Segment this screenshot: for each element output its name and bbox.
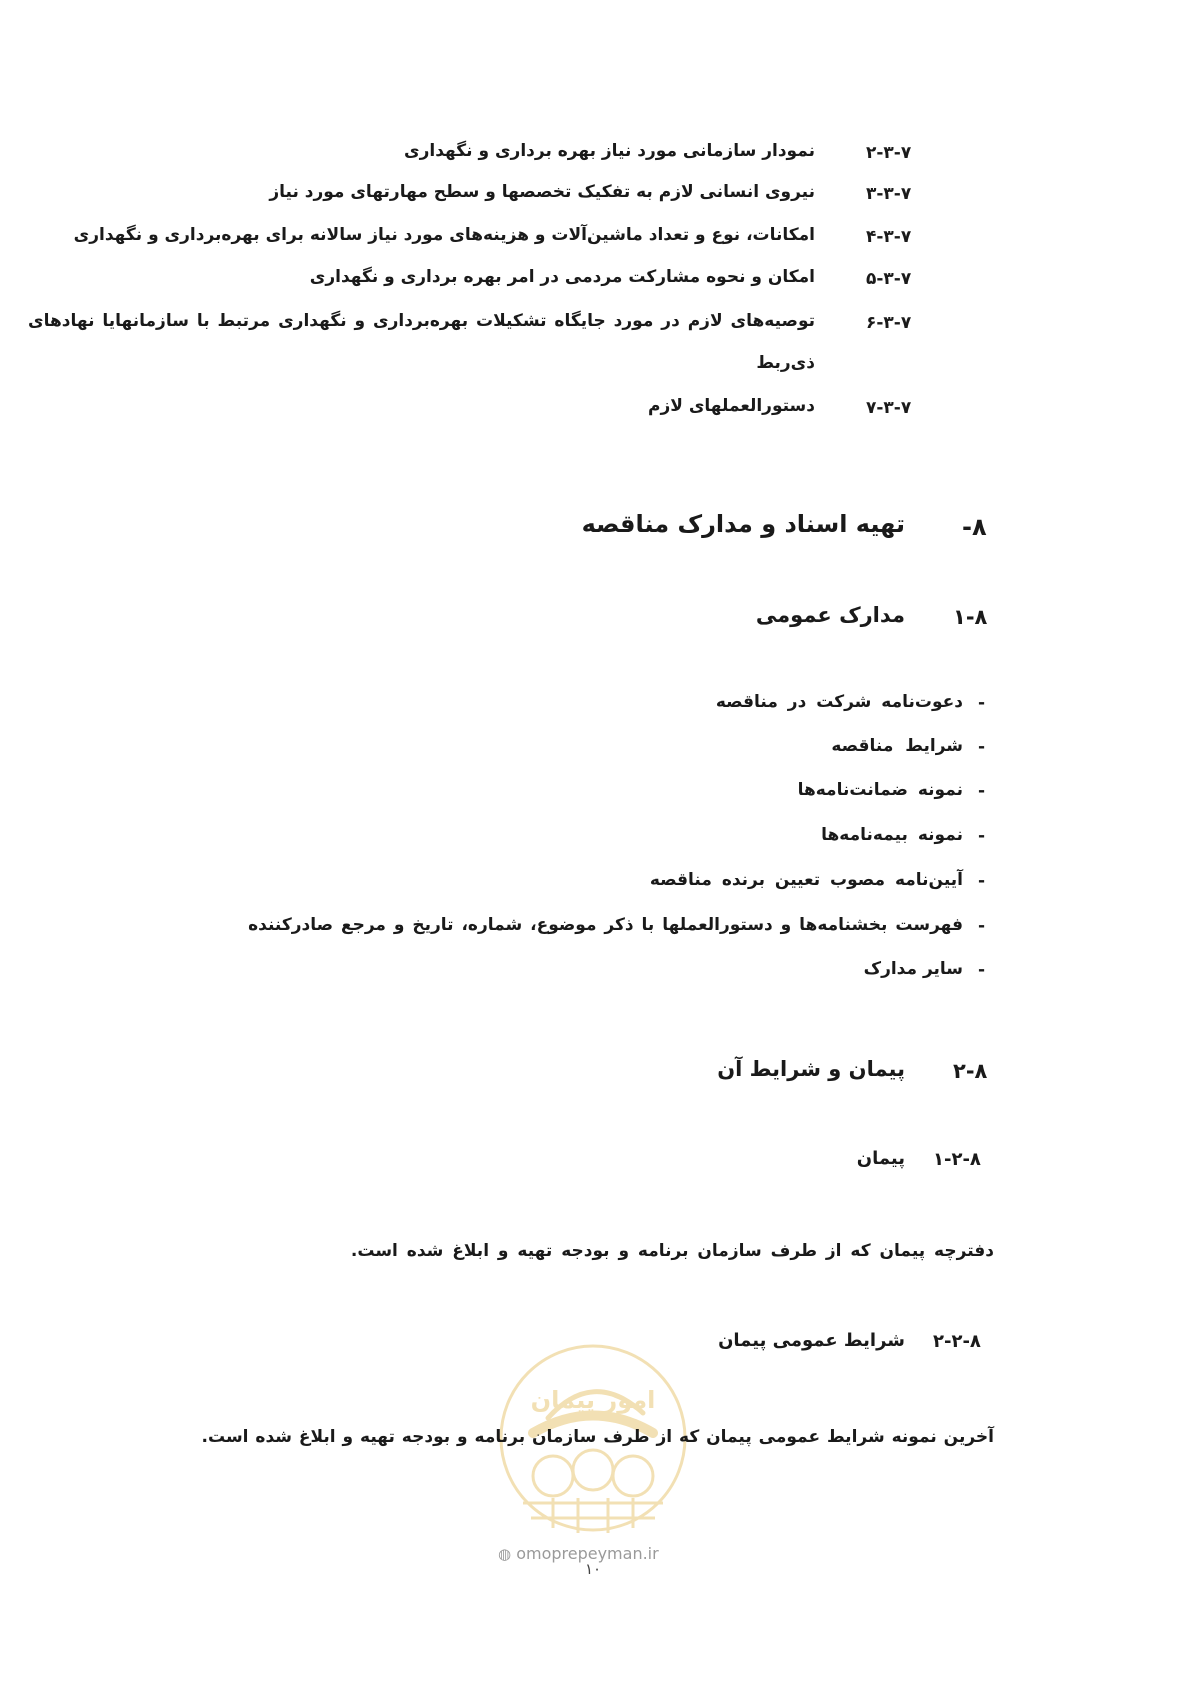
- bullet-dash: -: [978, 916, 986, 936]
- page-number: ۱۰: [585, 1560, 602, 1578]
- watermark-url: [498, 1544, 659, 1563]
- bullet-item: سایر مدارک: [863, 959, 963, 979]
- bullet-dash: -: [978, 781, 986, 801]
- toc-item-number: ۷-۳-۷: [866, 398, 912, 418]
- toc-item-number: ۳-۳-۷: [866, 184, 912, 204]
- toc-item-text: نمودار سازمانی مورد نیاز بهره برداری و نگهداری: [404, 141, 815, 161]
- watermark-logo-text: امور پیمان: [530, 1386, 656, 1414]
- bullet-dash: -: [978, 826, 986, 846]
- subsubsection-number: ۱-۲-۸: [933, 1149, 981, 1170]
- bullet-item: دعوت‌نامه شرکت در مناقصه: [715, 692, 963, 712]
- bullet-dash: -: [978, 960, 986, 980]
- bullet-dash: -: [978, 737, 986, 757]
- toc-item-number: ۴-۳-۷: [866, 227, 912, 247]
- subsection-title: مدارک عمومی: [755, 603, 905, 627]
- paragraph: دفترچه پیمان که از طرف سازمان برنامه و بودجه تهیه و ابلاغ شده است.: [350, 1241, 994, 1261]
- bullet-item: نمونه ضمانت‌نامه‌ها: [797, 780, 963, 800]
- subsection-title: پیمان و شرایط آن: [717, 1057, 905, 1081]
- bullet-item: آیین‌نامه مصوب تعیین برنده مناقصه: [649, 870, 963, 890]
- toc-item-text: امکان و نحوه مشارکت مردمی در امر بهره برداری و نگهداری: [309, 267, 815, 287]
- bullet-dash: -: [978, 871, 986, 891]
- toc-item-text: دستورالعملهای لازم: [648, 396, 815, 416]
- bullet-dash: -: [978, 693, 986, 713]
- subsubsection-title: شرایط عمومی پیمان: [718, 1330, 905, 1351]
- toc-item-text: نیروی انسانی لازم به تفکیک تخصصها و سطح مهارتهای مورد نیاز: [269, 182, 815, 202]
- bullet-item: شرایط مناقصه: [831, 736, 963, 756]
- bullet-item: نمونه بیمه‌نامه‌ها: [821, 825, 963, 845]
- watermark-url-text: omoprepeyman.ir: [516, 1544, 659, 1563]
- toc-item-text: امکانات، نوع و تعداد ماشین‌آلات و هزینه‌های مورد نیاز سالانه برای بهره‌برداری و نگهداری: [73, 225, 815, 245]
- toc-item-number: ۶-۳-۷: [866, 313, 912, 333]
- section-title: تهیه اسناد و مدارک مناقصه: [581, 510, 905, 538]
- subsubsection-number: ۲-۲-۸: [933, 1331, 981, 1352]
- subsection-number: ۲-۸: [953, 1059, 988, 1083]
- subsubsection-title: پیمان: [856, 1148, 905, 1169]
- toc-item-text: توصیه‌های لازم در مورد جایگاه تشکیلات بهره‌برداری و نگهداری مرتبط با سازمانهایا نهادهای: [28, 311, 815, 331]
- subsection-number: ۱-۸: [953, 605, 988, 629]
- section-number: -۸: [962, 513, 987, 541]
- globe-icon: ◍: [498, 1545, 512, 1563]
- toc-item-number: ۵-۳-۷: [866, 269, 912, 289]
- bullet-item: فهرست بخشنامه‌ها و دستورالعملها با ذکر موضوع، شماره، تاریخ و مرجع صادرکننده: [248, 915, 963, 935]
- toc-item-text-continued: ذی‌ربط: [756, 353, 815, 373]
- toc-item-number: ۲-۳-۷: [866, 143, 912, 163]
- paragraph: آخرین نمونه شرایط عمومی پیمان که از طرف سازمان برنامه و بودجه تهیه و ابلاغ شده است.: [201, 1427, 994, 1447]
